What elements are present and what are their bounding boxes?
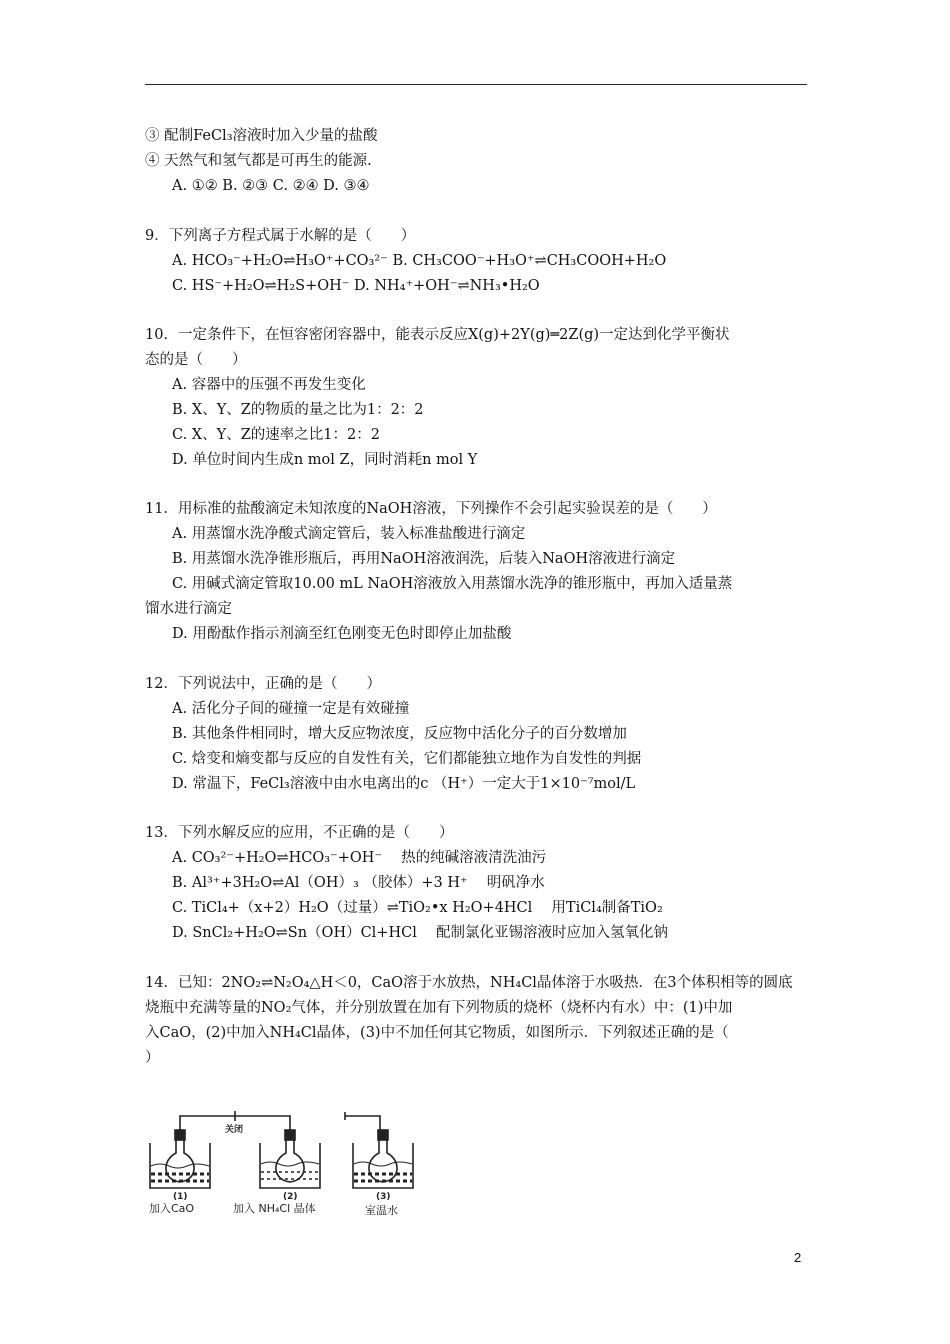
label-num-1: (1) (173, 1192, 188, 1202)
page-number: 2 (794, 1250, 802, 1265)
label-caption-1: 加入CaO (149, 1202, 195, 1215)
q12-option-b: B. 其他条件相同时，增大反应物浓度，反应物中活化分子的百分数增加 (172, 726, 627, 742)
label-num-2: (2) (283, 1192, 298, 1202)
q10-stem-line1: 10．一定条件下，在恒容密闭容器中，能表示反应X(g)+2Y(g)═2Z(g)一定达到化学平衡状 (145, 327, 730, 343)
q12-option-d: D. 常温下，FeCl₃溶液中由水电离出的c （H⁺）一定大于1×10⁻⁷mol/L (172, 776, 636, 792)
beaker-figure (145, 1108, 420, 1218)
beaker-1 (150, 1130, 210, 1188)
label-caption-3: 室温水 (365, 1204, 398, 1217)
prev-item-3: ③ 配制FeCl₃溶液时加入少量的盐酸 (145, 128, 378, 144)
q11-option-a: A. 用蒸馏水洗净酸式滴定管后，装入标准盐酸进行滴定 (172, 526, 526, 542)
prev-options: A. ①② B. ②③ C. ②④ D. ③④ (172, 178, 370, 194)
header-rule (145, 84, 807, 85)
q14-stem-line3: 入CaO，(2)中加入NH₄Cl晶体，(3)中不加任何其它物质，如图所示．下列叙述正确的是（ (145, 1025, 729, 1041)
q10-option-b: B. X、Y、Z的物质的量之比为1：2：2 (172, 402, 424, 418)
q12-option-c: C. 焓变和熵变都与反应的自发性有关，它们都能独立地作为自发性的判据 (172, 751, 642, 767)
beaker-3 (353, 1130, 413, 1188)
q10-option-a: A. 容器中的压强不再发生变化 (172, 377, 366, 393)
q13-option-c: C. TiCl₄+（x+2）H₂O（过量）⇌TiO₂•x H₂O+4HCl 用TiCl₄制备TiO₂ (172, 900, 663, 916)
q10-option-d: D. 单位时间内生成n mol Z，同时消耗n mol Y (172, 452, 478, 468)
q10-stem-line2: 态的是（ ） (145, 352, 247, 368)
q11-option-c-line1: C. 用碱式滴定管取10.00 mL NaOH溶液放入用蒸馏水洗净的锥形瓶中，再加入适量蒸 (172, 576, 733, 592)
q11-stem: 11．用标准的盐酸滴定未知浓度的NaOH溶液，下列操作不会引起实验误差的是（ ） (145, 501, 717, 517)
q9-options-ab: A. HCO₃⁻+H₂O⇌H₃O⁺+CO₃²⁻ B. CH₃COO⁻+H₃O⁺⇌CH₃COOH+H₂O (172, 253, 667, 269)
valve-label: 关闭 (225, 1125, 244, 1135)
q13-option-a: A. CO₃²⁻+H₂O⇌HCO₃⁻+OH⁻ 热的纯碱溶液清洗油污 (172, 850, 547, 866)
q11-option-c-line2: 馏水进行滴定 (145, 601, 232, 617)
open-tube (345, 1112, 380, 1138)
q10-option-c: C. X、Y、Z的速率之比1：2：2 (172, 427, 380, 443)
q13-option-b: B. Al³⁺+3H₂O⇌Al（OH）₃ （胶体）+3 H⁺ 明矾净水 (172, 875, 545, 891)
q14-stem-line4: ） (145, 1050, 160, 1066)
q14-stem-line1: 14．已知：2NO₂⇌N₂O₄△H＜0，CaO溶于水放热，NH₄Cl晶体溶于水吸热．在3个体积相等的圆底 (145, 975, 793, 991)
label-num-3: (3) (376, 1192, 391, 1202)
prev-item-4: ④ 天然气和氢气都是可再生的能源. (145, 153, 372, 169)
q9-options-cd: C. HS⁻+H₂O⇌H₂S+OH⁻ D. NH₄⁺+OH⁻⇌NH₃•H₂O (172, 278, 540, 294)
q13-stem: 13．下列水解反应的应用，不正确的是（ ） (145, 825, 454, 841)
q12-stem: 12．下列说法中，正确的是（ ） (145, 676, 381, 692)
q9-stem: 9．下列离子方程式属于水解的是（ ） (145, 228, 416, 244)
label-caption-2: 加入 NH₄Cl 晶体 (233, 1202, 316, 1215)
q14-stem-line2: 烧瓶中充满等量的NO₂气体，并分别放置在加有下列物质的烧杯（烧杯内有水）中：(1)中加 (145, 1000, 733, 1016)
q11-option-d: D. 用酚酞作指示剂滴至红色刚变无色时即停止加盐酸 (172, 626, 512, 642)
q12-option-a: A. 活化分子间的碰撞一定是有效碰撞 (172, 701, 410, 717)
beaker-2 (260, 1130, 320, 1188)
q13-option-d: D. SnCl₂+H₂O⇌Sn（OH）Cl+HCl 配制氯化亚锡溶液时应加入氢氧化钠 (172, 925, 668, 941)
q11-option-b: B. 用蒸馏水洗净锥形瓶后，再用NaOH溶液润洗，后装入NaOH溶液进行滴定 (172, 551, 676, 567)
